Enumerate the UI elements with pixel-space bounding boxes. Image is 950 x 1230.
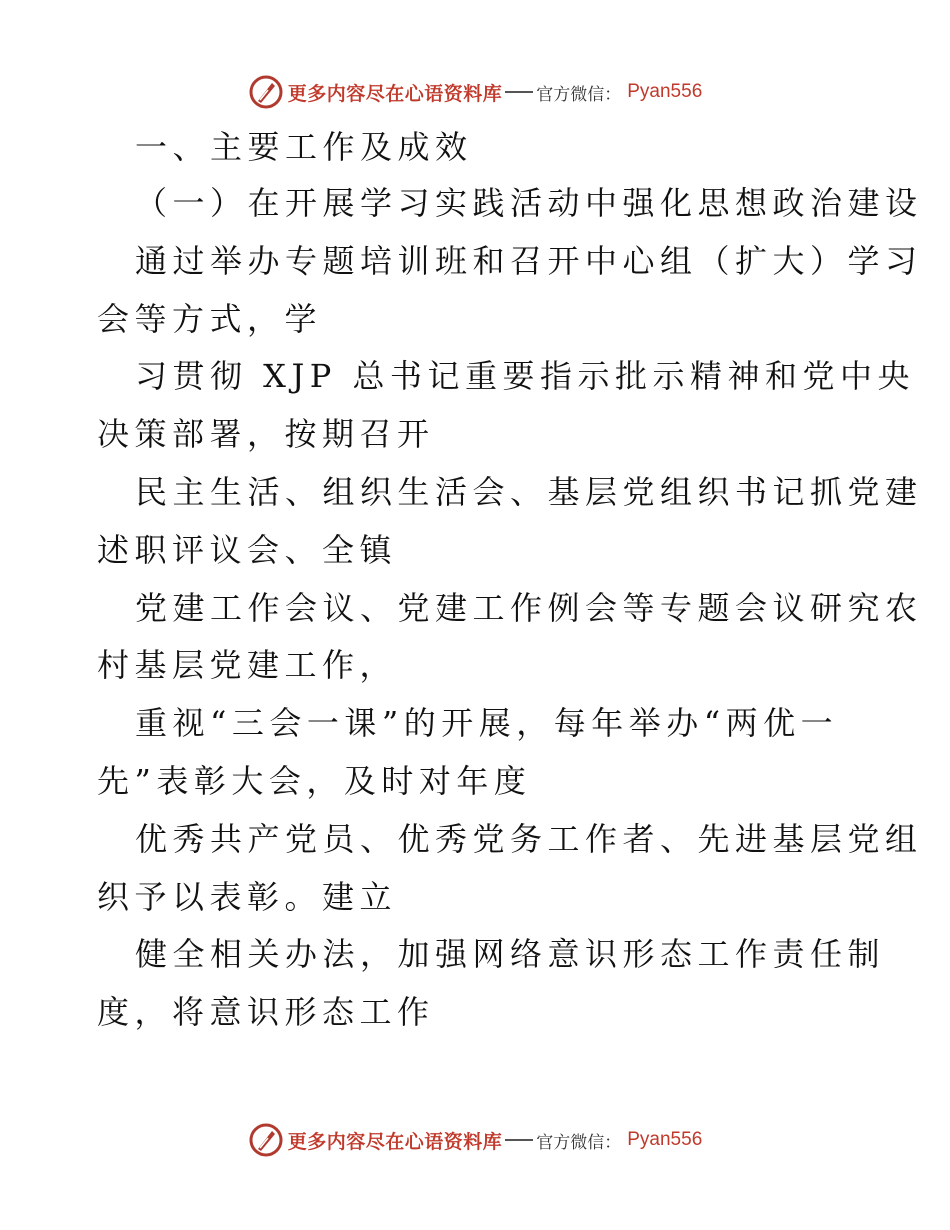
header-site-text: 更多内容尽在心语资料库 (287, 82, 503, 105)
footer-banner (0, 1120, 950, 1160)
header-wechat-label: 官方微信： (536, 84, 622, 105)
header-wechat-id: Pyan556 (627, 81, 703, 102)
body-line: 会等方式，学 (97, 299, 323, 338)
body-line: 重视“三会一课”的开展，每年举办“两优一 (135, 704, 839, 743)
body-line: 述职评议会、全镇 (97, 530, 398, 569)
footer-wechat-id: Pyan556 (627, 1129, 703, 1150)
document-body (97, 120, 923, 1042)
body-line: 习贯彻 XJP 总书记重要指示批示精神和党中央 (135, 357, 915, 396)
body-line: 优秀共产党员、优秀党务工作者、先进基层党组 (135, 819, 923, 858)
subsection-title: （一）在开展学习实践活动中强化思想政治建设 (135, 184, 923, 222)
body-line: 度，将意识形态工作 (97, 993, 435, 1032)
body-line: 村基层党建工作， (97, 646, 398, 685)
header-dash (505, 91, 533, 93)
body-line: 通过举办专题培训班和召开中心组（扩大）学习 (135, 241, 923, 280)
body-line: 民主生活、组织生活会、基层党组织书记抓党建 (135, 472, 923, 511)
footer-wechat-label: 官方微信： (536, 1132, 622, 1153)
body-line: 党建工作会议、党建工作例会等专题会议研究农 (135, 588, 923, 627)
body-line: 织予以表彰。建立 (97, 877, 398, 916)
header-banner (0, 72, 950, 112)
quill-logo-icon (248, 1122, 284, 1158)
section-title: 一、主要工作及成效 (135, 128, 473, 166)
footer-dash (505, 1139, 533, 1141)
footer-site-text: 更多内容尽在心语资料库 (287, 1130, 503, 1153)
quill-logo-icon (248, 74, 284, 110)
body-line: 健全相关办法，加强网络意识形态工作责任制 (135, 935, 886, 974)
body-line: 决策部署，按期召开 (97, 415, 435, 454)
body-line: 先”表彰大会，及时对年度 (97, 761, 532, 800)
